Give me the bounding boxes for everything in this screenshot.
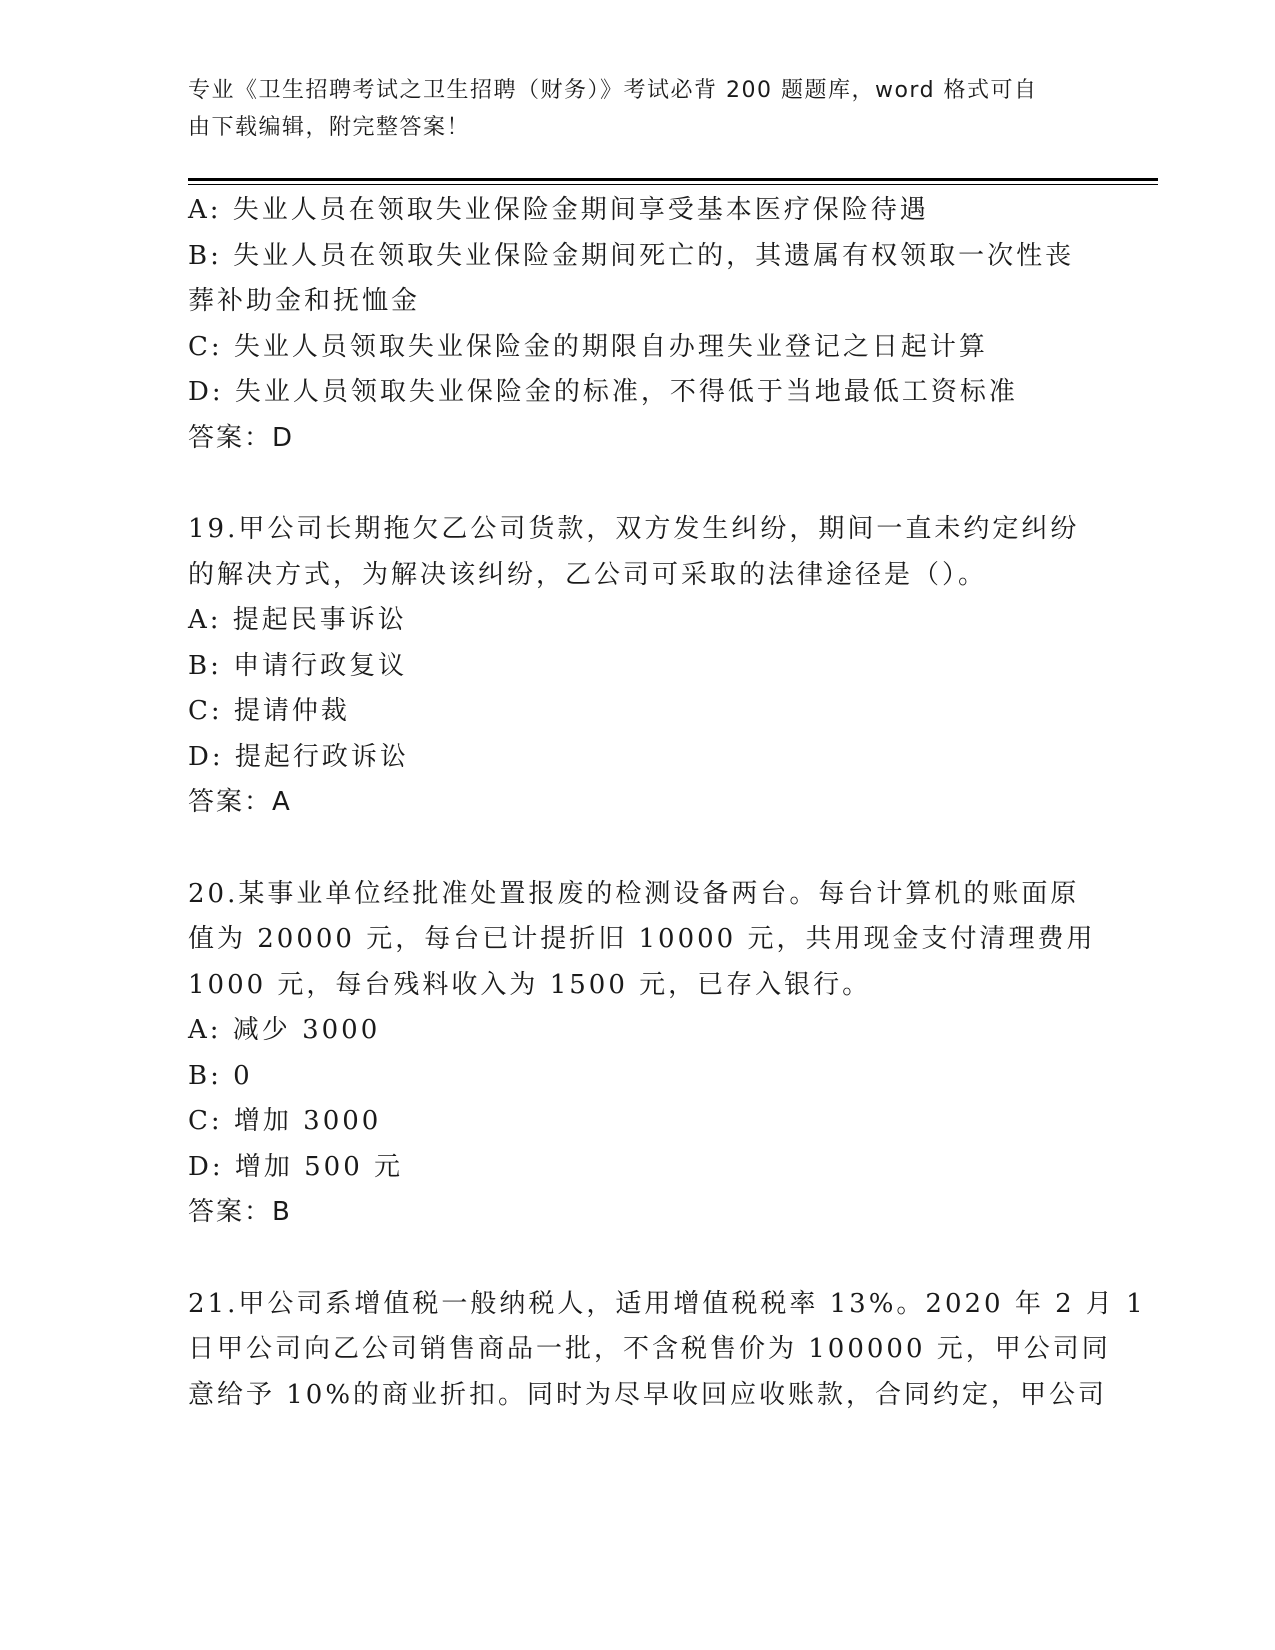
option-b: B: 失业人员在领取失业保险金期间死亡的，其遗属有权领取一次性丧	[188, 240, 1075, 271]
question-stem-continued: 值为 20000 元，每台已计提折旧 10000 元，共用现金支付清理费用	[188, 924, 1096, 954]
option-b: B: 0	[188, 1060, 253, 1091]
option-d: D: 失业人员领取失业保险金的标准，不得低于当地最低工资标准	[188, 377, 1018, 407]
question-stem-continued: 日甲公司向乙公司销售商品一批，不含税售价为 100000 元，甲公司同	[188, 1334, 1111, 1364]
option-b: B: 申请行政复议	[188, 650, 408, 681]
answer: 答案：A	[188, 787, 292, 817]
header-rule-thick	[188, 178, 1158, 181]
question-stem: 19.甲公司长期拖欠乙公司货款，双方发生纠纷，期间一直未约定纠纷	[188, 514, 1080, 544]
question-21	[188, 1282, 1146, 1419]
question-stem-continued: 意给予 10%的商业折扣。同时为尽早收回应收账款，合同约定，甲公司	[188, 1379, 1108, 1410]
option-c: C: 失业人员领取失业保险金的期限自办理失业登记之日起计算	[188, 331, 988, 362]
header-line-1: 专业《卫生招聘考试之卫生招聘（财务）》考试必背 200 题题库，word 格式可自	[188, 78, 1038, 103]
question-18-options	[188, 188, 1088, 461]
option-d: D: 提起行政诉讼	[188, 741, 409, 772]
spacer	[188, 1236, 1088, 1282]
spacer	[188, 461, 1088, 507]
option-c: C: 增加 3000	[188, 1106, 382, 1136]
option-b-continued: 葬补助金和抚恤金	[188, 286, 421, 316]
option-c: C: 提请仲裁	[188, 696, 350, 726]
option-a: A: 减少 3000	[188, 1015, 381, 1045]
question-20	[188, 872, 1096, 1236]
document-header	[188, 72, 1068, 146]
question-stem-continued: 的解决方式，为解决该纠纷，乙公司可采取的法律途径是（）。	[188, 559, 988, 590]
option-a: A: 失业人员在领取失业保险金期间享受基本医疗保险待遇	[188, 195, 929, 225]
question-stem: 20.某事业单位经批准处置报废的检测设备两台。每台计算机的账面原	[188, 878, 1080, 909]
question-19	[188, 507, 1088, 826]
spacer	[188, 826, 1088, 872]
header-rule-thin	[188, 184, 1158, 185]
answer: 答案：D	[188, 422, 295, 453]
question-stem-continued: 1000 元，每台残料收入为 1500 元，已存入银行。	[188, 969, 872, 1000]
option-a: A: 提起民事诉讼	[188, 605, 407, 635]
document-body	[188, 188, 1146, 1418]
option-d: D: 增加 500 元	[188, 1151, 404, 1182]
question-stem: 21.甲公司系增值税一般纳税人，适用增值税税率 13%。2020 年 2 月 1	[188, 1288, 1146, 1319]
header-line-2: 由下载编辑，附完整答案！	[188, 115, 471, 140]
answer: 答案：B	[188, 1197, 292, 1227]
